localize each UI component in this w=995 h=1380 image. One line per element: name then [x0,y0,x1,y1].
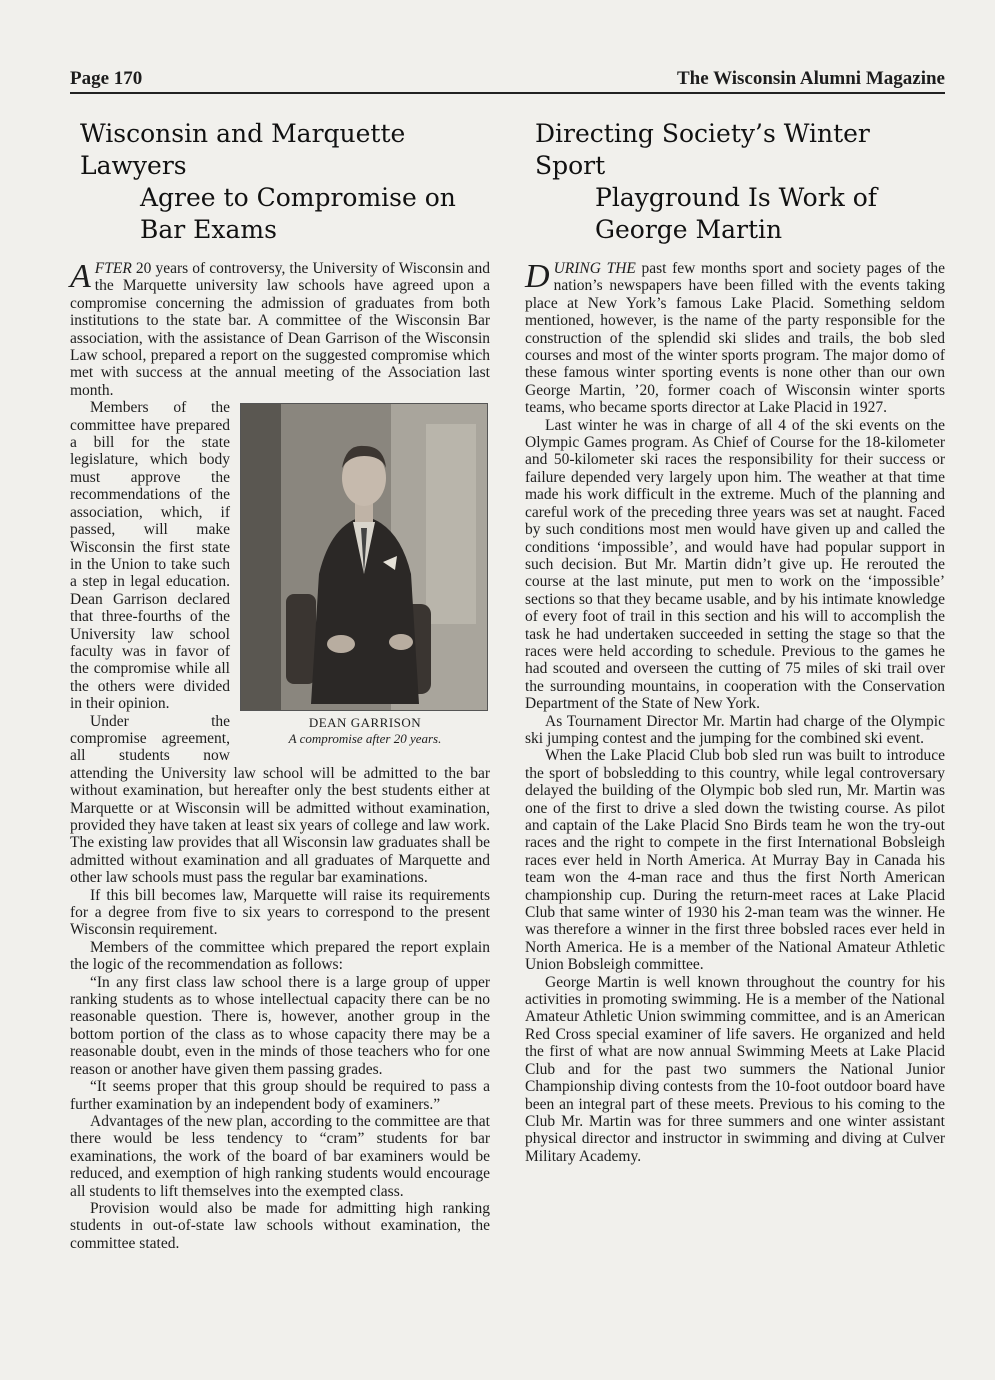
left-dropcap: A [70,258,91,295]
left-p1-text: 20 years of controversy, the University of Wisconsin and the Marquette university law schools have agreed upon a compromise concerning the admission of graduates from both institutions to the state bar. A committee of the Wisconsin Bar association, with the assistance of Dean Garrison of the Wisconsin Law school, prepared a report on the suggested compromise which met with success at the annual meeting of the Association last month. [70,260,490,399]
left-paragraph-7: “It seems proper that this group should be required to pass a further examination by an independent body of examiners.” [70,1078,490,1113]
right-dropcap: D [525,258,550,295]
right-paragraph-5: George Martin is well known throughout the country for his activities in promoting swimming. He is a member of the National Amateur Athletic Union swimming committee, and is an American Red Cross special examiner of life savers. He organized and held the first of what are now annual Swimming Meets at Lake Placid Club and for the past two summers the National Junior Championship diving contests from the 10-foot outdoor board have been an integral part of these meets. Previous to his coming to the Club Mr. Martin was for three summers and one winter assistant physical director and instructor in swimming and diving at Culver Military Academy. [525,973,945,1165]
left-lead-words: FTER [94,260,132,277]
right-title-line-2: Playground Is Work of George Martin [595,183,878,244]
left-paragraph-6: “In any first class law school there is a large group of upper ranking students as to whose intellectual capacity there can be no reasonable question. There is, however, another group in the bottom portion of the class as to whose capacity there may be a reasonable doubt, even in the minds of those teachers who for one reason or another have given them passing grades. [70,973,490,1078]
left-article-title [70,118,490,246]
left-paragraph-5: Members of the committee which prepared the report explain the logic of the recommendation as follows: [70,938,490,974]
left-title-line-1: Wisconsin and Marquette Lawyers [80,119,406,180]
page-number: Page 170 [70,68,143,89]
right-article [525,118,945,1165]
portrait-illustration [241,404,487,710]
dean-garrison-photo [240,403,488,711]
right-title-line-1: Directing Society’s Winter Sport [535,119,870,180]
left-paragraph-3: Under the compromise agreement, all students now attending the University law school will be admitted to the bar without examination, but hereafter only the best students either at Marquette or at Wisconsin will be admitted without examination, provided they have taken at least six years of college and law work. The existing law provides that all Wisconsin law graduates shall be admitted without examination and all graduates of Marquette and other law schools must pass the regular bar examinations. [70,712,490,887]
dean-garrison-photo-block [240,403,490,747]
photo-caption [240,715,490,747]
right-article-title [525,118,945,246]
right-paragraph-1 [525,260,945,417]
left-article [70,118,490,1252]
left-paragraph-2: Members of the committee have prepared a bill for the state legislature, which body must approve the recommendations of the association, which, if passed, will make Wisconsin the first state in the Union to take such a step in legal education. Dean Garrison declared that three-fourths of the University law school faculty was in favor of the compromise while all the others were divided in their opinion. [70,399,230,713]
left-paragraph-9: Provision would also be made for admitting high ranking students in out-of-state law schools without examination, the committee stated. [70,1199,490,1252]
left-paragraph-1 [70,260,490,399]
left-paragraph-8: Advantages of the new plan, according to the committee are that there would be less tendency to “cram” students for bar examinations, the work of the board of bar examiners would be reduced, and exemption of high ranking students would encourage all students to lift themselves into the exempted class. [70,1112,490,1200]
right-paragraph-4: When the Lake Placid Club bob sled run was built to introduce the sport of bobsledding to this country, while legal controversary delayed the building of the Olympic bob sled run, Mr. Martin was one of the first to drive a sled down the twisting course. As pilot and captain of the Lake Placid Sno Birds team he won the try-out races and the right to compete in the first International Bobsleigh races ever held in North America. At Murray Bay in Canada his team won the 4-man race and thus the first North American championship cup. During the return-meet races at Lake Placid Club that same winter of 1930 his 2-man team was the winner. He was therefore a winner in the first three bobsled races ever held in North America. He is a member of the National Amateur Athletic Union Bobsleigh committee. [525,747,945,974]
right-lead-words: URING THE [553,260,636,277]
left-paragraph-4: If this bill becomes law, Marquette will raise its requirements for a degree from five to six years to correspond to the present Wisconsin requirement. [70,886,490,939]
left-title-line-2: Agree to Compromise on Bar Exams [140,183,456,244]
photo-caption-subtitle: A compromise after 20 years. [288,731,442,747]
right-p1-text: past few months sport and society pages of the nation’s newspapers have been filled with the events taking place at New York’s famous Lake Placid. Something seldom mentioned, however, is the name of the party responsible for the construction of the splendid ski slides and trails, the bob sled courses and most of the winter sports program. The major domo of these famous winter sporting events is none other than our own George Martin, ’20, former coach of Wisconsin winter sports teams, who became sports director at Lake Placid in 1927. [525,260,945,417]
magazine-title: The Wisconsin Alumni Magazine [677,68,945,89]
right-paragraph-2: Last winter he was in charge of all 4 of the ski events on the Olympic Games program. As Chief of Course for the 18-kilometer and 50-kilometer ski races the responsibility for their success or failure depended very largely upon him. The weather at that time made his work difficult in the extreme. Much of the planning and careful work of the preceding three years was set at naught. Faced by such conditions most men would have given up and called the conditions ‘impossible’, and would have had popular support in such decision. But Mr. Martin didn’t give up. He rerouted the course at the last minute, put men to work on the ‘impossible’ sections so that they became usable, and by his intimate knowledge of every foot of trail in this section and his will to accomplish the task he had undertaken succeeded in setting the stage so that the races were held according to schedule. Previous to the games he had scouted and overseen the cutting of 75 miles of ski trail over the surrounding mountains, in cooperation with the Conservation Department of the State of New York. [525,416,945,713]
page-header [70,68,945,94]
photo-caption-name: DEAN GARRISON [308,715,422,731]
right-paragraph-3: As Tournament Director Mr. Martin had charge of the Olympic ski jumping contest and the jumping for the combined ski event. [525,712,945,747]
